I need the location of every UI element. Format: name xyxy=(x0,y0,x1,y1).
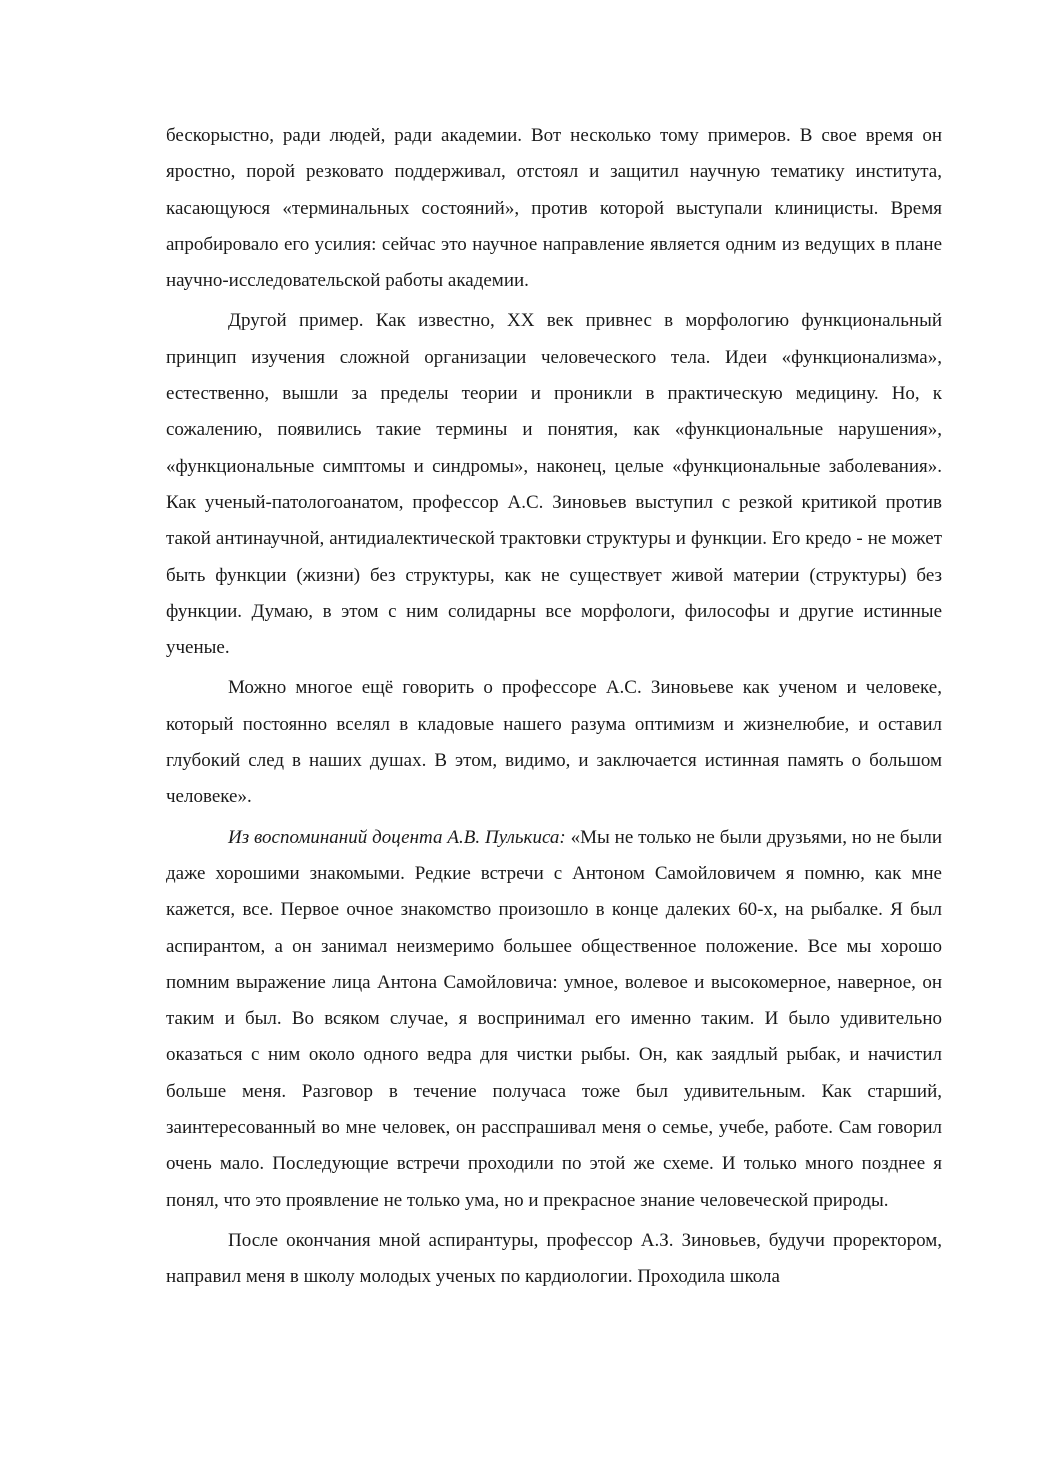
paragraph-3-text: Можно многое ещё говорить о профессоре А.С. Зиновьеве как ученом и человеке, который постоянно вселял в кладовые нашего разума оптимизм и жизнелюбие, и оставил глубокий след в наших душах. В этом, видимо, и заключается истинная память о большом человеке». xyxy=(166,677,942,808)
paragraph-1 xyxy=(166,118,942,299)
paragraph-4-source-attribution: Из воспоминаний доцента А.В. Пулькиса: xyxy=(228,826,566,848)
paragraph-4 xyxy=(166,820,942,1219)
paragraph-5 xyxy=(166,1223,942,1296)
paragraph-4-text: «Мы не только не были друзьями, но не были даже хорошими знакомыми. Редкие встречи с Антоном Самойловичем я помню, как мне кажется, все. Первое очное знакомство произошло в конце далеких 60-х, на рыбалке. Я был аспирантом, а он занимал неизмеримо большее общественное положение. Все мы хорошо помним выражение лица Антона Самойловича: умное, волевое и высокомерное, наверное, он таким и был. Во всяком случае, я воспринимал его именно таким. И было удивительно оказаться с ним около одного ведра для чистки рыбы. Он, как заядлый рыбак, и начистил больше меня. Разговор в течение получаса тоже был удивительным. Как старший, заинтересованный во мне человек, он расспрашивал меня о семье, учебе, работе. Сам говорил очень мало. Последующие встречи проходили по этой же схеме. И только много позднее я понял, что это проявление не только ума, но и прекрасное знание человеческой природы. xyxy=(166,826,942,1211)
paragraph-2 xyxy=(166,303,942,666)
paragraph-2-text: Другой пример. Как известно, XX век привнес в морфологию функциональный принцип изучения сложной организации человеческого тела. Идеи «функционализма», естественно, вышли за пределы теории и проникли в практическую медицину. Но, к сожалению, появились такие термины и понятия, как «функциональные нарушения», «функциональные симптомы и синдромы», наконец, целые «функциональные заболевания». Как ученый-патологоанатом, профессор А.С. Зиновьев выступил с резкой критикой против такой антинаучной, антидиалектической трактовки структуры и функции. Его кредо - не может быть функции (жизни) без структуры, как не существует живой материи (структуры) без функции. Думаю, в этом с ним солидарны все морфологи, философы и другие истинные ученые. xyxy=(166,310,942,659)
paragraph-5-text: После окончания мной аспирантуры, профессор А.З. Зиновьев, будучи проректором, направил меня в школу молодых ученых по кардиологии. Проходила школа xyxy=(166,1229,942,1288)
document-page xyxy=(166,118,942,1300)
paragraph-3 xyxy=(166,670,942,815)
paragraph-1-text: бескорыстно, ради людей, ради академии. Вот несколько тому примеров. В свое время он яростно, порой резковато поддерживал, отстоял и защитил научную тематику института, касающуюся «терминальных состояний», против которой выступали клиницисты. Время апробировало его усилия: сейчас это научное направление является одним из ведущих в плане научно-исследовательской работы академии. xyxy=(166,125,942,292)
